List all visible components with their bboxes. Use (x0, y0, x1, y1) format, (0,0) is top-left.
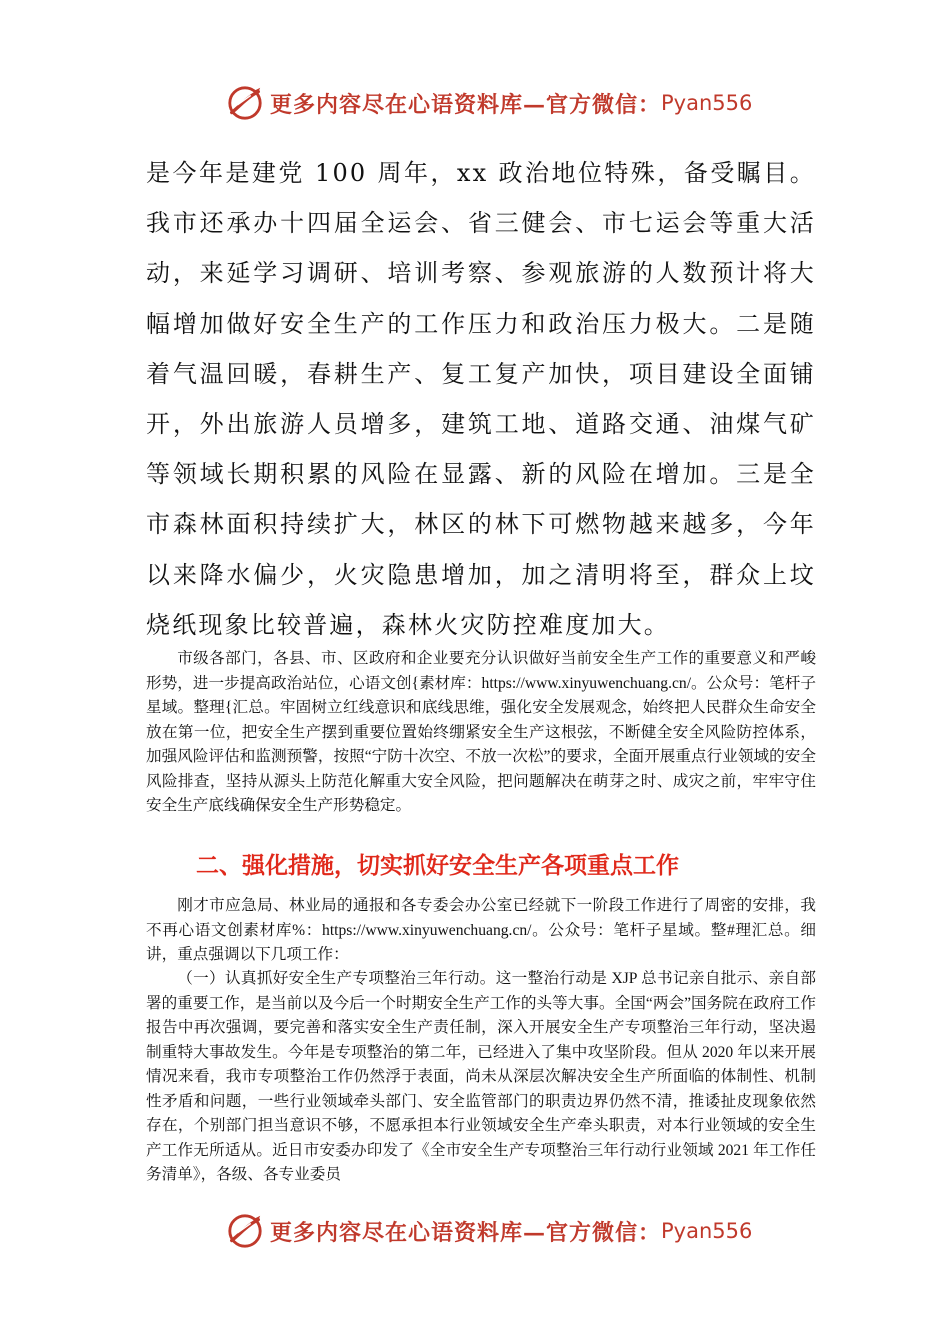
paragraph-item-1 (146, 967, 816, 1188)
pen-logo-icon (226, 1212, 264, 1250)
footer-banner (226, 1211, 753, 1251)
section-heading: 二、强化措施，切实抓好安全生产各项重点工作 (196, 853, 679, 879)
paragraph-intro (146, 894, 816, 968)
paragraph-text: （一）认真抓好安全生产专项整治三年行动。这一整治行动是 XJP 总书记亲自批示、亲自部署的重要工作，是当前以及今后一个时期安全生产工作的头等大事。全国“两会”国务院在政府工作报告中再次强调，要完善和落实安全生产责任制，深入开展安全生产专项整治三年行动，坚决遏制重特大事故发生。今年是专项整治的第二年，已经进入了集中攻坚阶段。但从 2020 年以来开展情况来看，我市专项整治工作仍然浮于表面，尚未从深层次解决安全生产所面临的体制性、机制性矛盾和问题，一些行业领域牵头部门、安全监管部门的职责边界仍然不清，推诿扯皮现象依然存在，个别部门担当意识不够，不愿承担本行业领域安全生产牵头职责，对本行业领域的安全生产工作无所适从。近日市安委办印发了《全市安全生产专项整治三年行动行业领域 2021 年工作任务清单》，各级、各专业委员 (146, 970, 816, 1183)
paragraph-text: 市级各部门，各县、市、区政府和企业要充分认识做好当前安全生产工作的重要意义和严峻形势，进一步提高政治站位，心语文创{素材库：https://www.xinyuwenchuang.cn/。公众号：笔杆子星域。整理{汇总。牢固树立红线意识和底线思维，强化安全发展观念，始终把人民群众生命安全放在第一位，把安全生产摆到重要位置始终绷紧安全生产这根弦，不断健全安全风险防控体系，加强风险评估和监测预警，按照“宁防十次空、不放一次松”的要求，全面开展重点行业领域的安全风险排查，坚持从源头上防范化解重大安全风险，把问题解决在萌芽之时、成灾之前，牢牢守住安全生产底线确保安全生产形势稳定。 (146, 650, 816, 814)
header-banner (226, 83, 753, 123)
pen-logo-icon (226, 84, 264, 122)
paragraph-text: 刚才市应急局、林业局的通报和各专委会办公室已经就下一阶段工作进行了周密的安排，我不再心语文创素材库%：https://www.xinyuwenchuang.cn/。公众号：笔杆子星域。整#理汇总。细讲，重点强调以下几项工作： (146, 897, 816, 963)
banner-text: 更多内容尽在心语资料库—官方微信： (270, 1219, 662, 1246)
banner-wechat-id: Pyan556 (661, 91, 753, 115)
banner-text: 更多内容尽在心语资料库—官方微信： (270, 91, 662, 118)
main-text: 是今年是建党 100 周年，xx 政治地位特殊，备受瞩目。我市还承办十四届全运会、省三健会、市七运会等重大活动，来延学习调研、培训考察、参观旅游的人数预计将大幅增加做好安全生产的工作压力和政治压力极大。二是随着气温回暖，春耕生产、复工复产加快，项目建设全面铺开，外出旅游人员增多，建筑工地、道路交通、油煤气矿等领域长期积累的风险在显露、新的风险在增加。三是全市森林面积持续扩大，林区的林下可燃物越来越多，今年以来降水偏少，火灾隐患增加，加之清明将至，群众上坟烧纸现象比较普遍，森林火灾防控难度加大。 (146, 159, 816, 639)
paragraph-importance (146, 647, 816, 819)
banner-wechat-id: Pyan556 (661, 1219, 753, 1243)
